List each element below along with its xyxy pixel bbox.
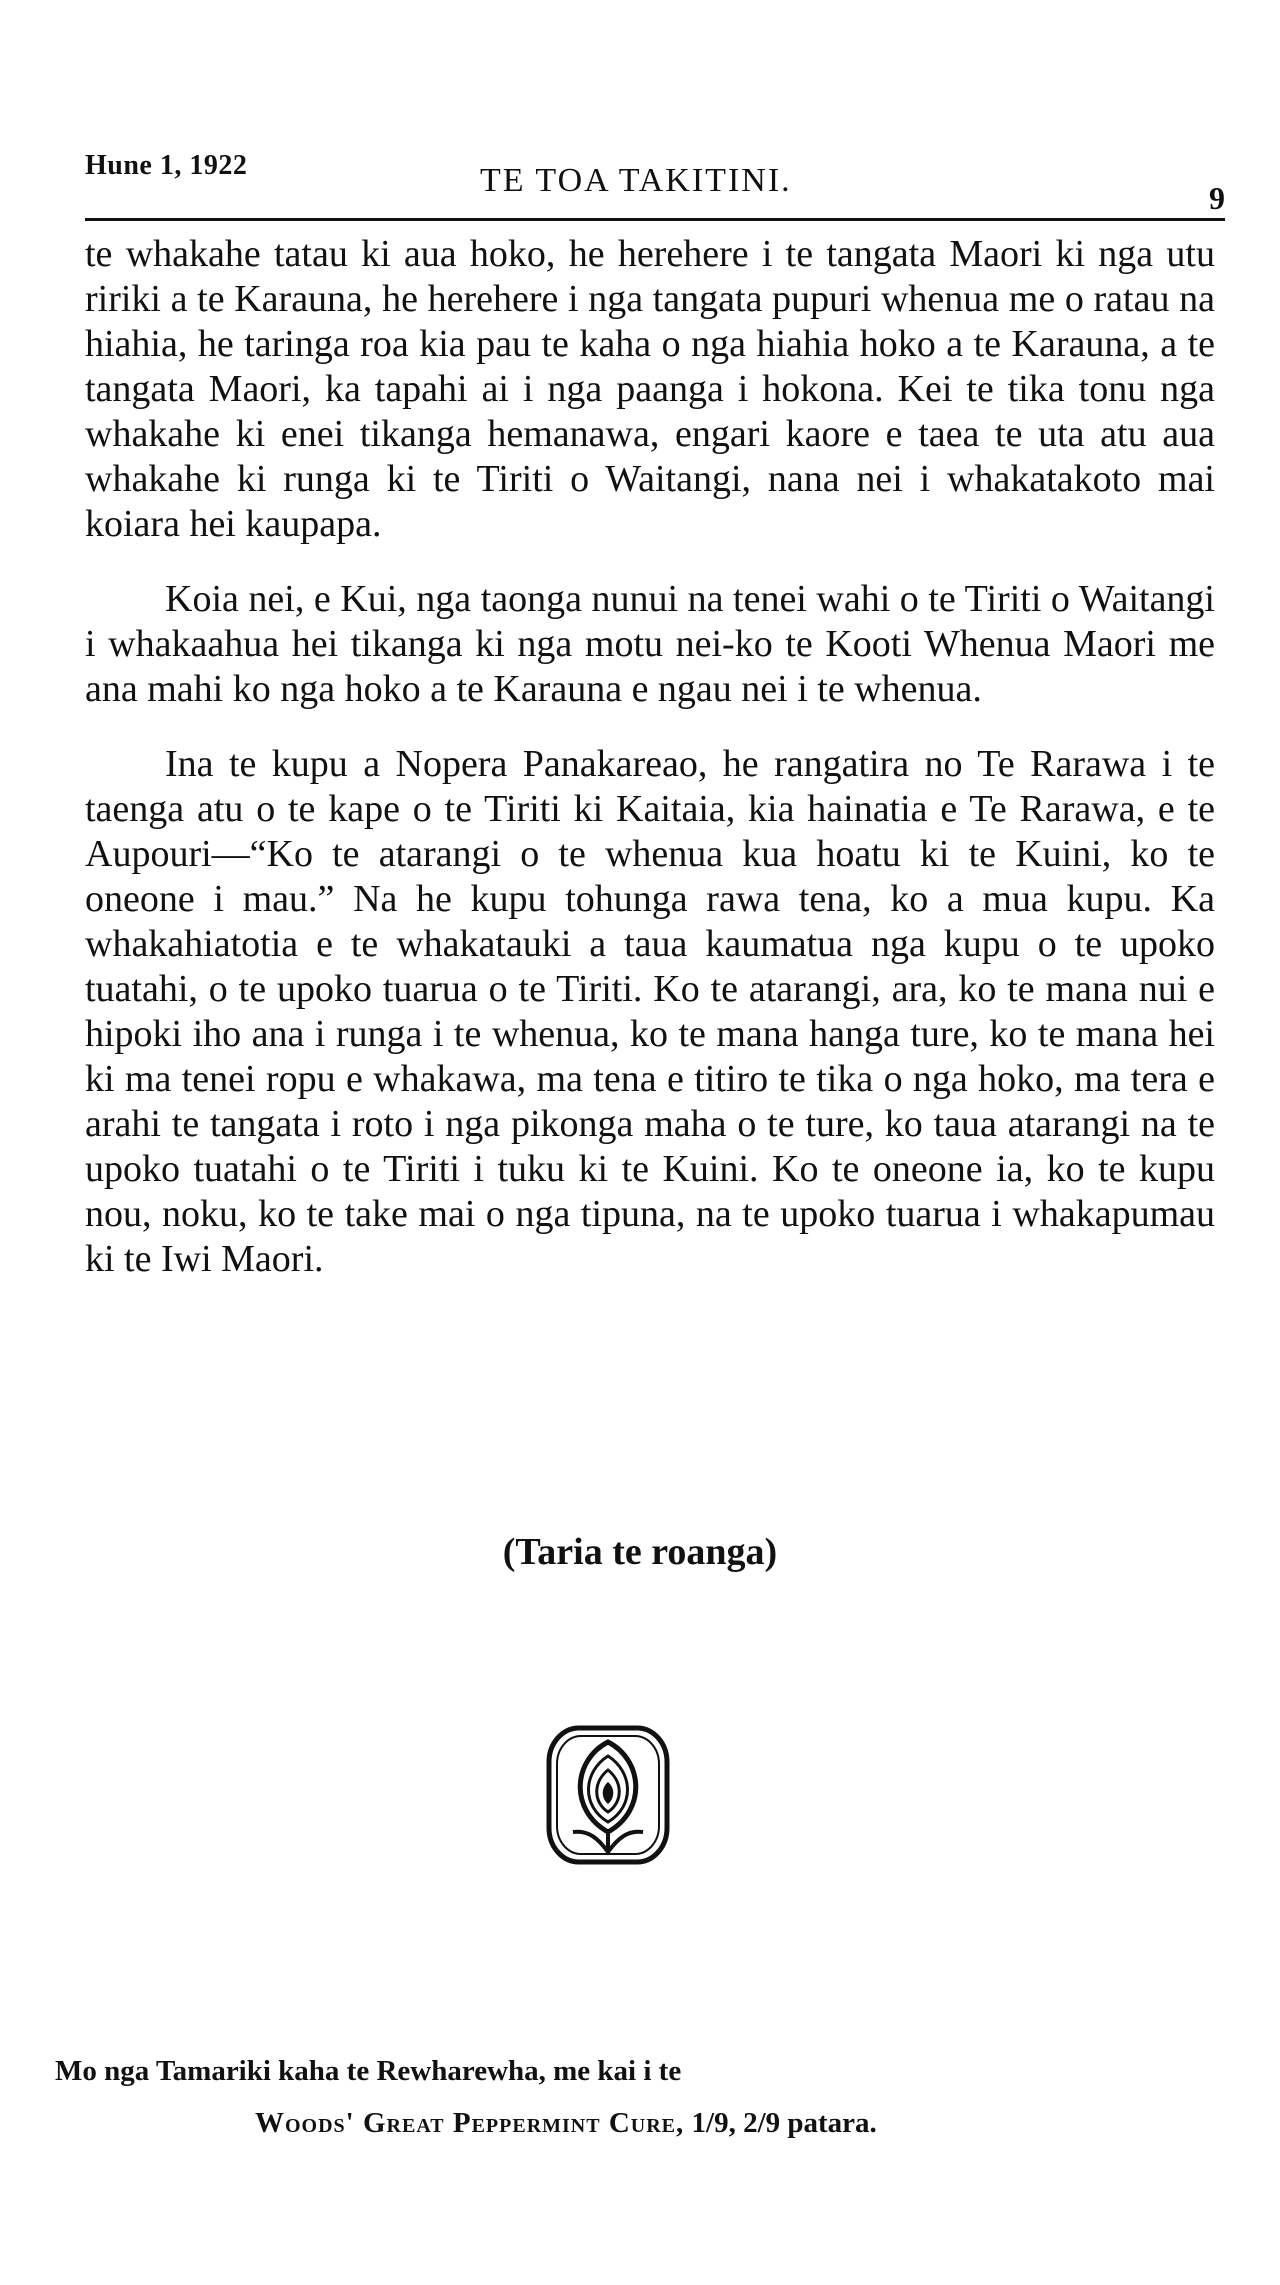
- advert-product: Woods' Great Peppermint Cure,: [255, 2107, 685, 2139]
- article-body: [85, 232, 1215, 1312]
- advert-line-2: [255, 2107, 877, 2140]
- paragraph-1: te whakahe tatau ki aua hoko, he herehere i te tangata Maori ki nga utu ririki a te Karauna, he herehere i nga tangata pupuri whenua me o ratau na hiahia, he taringa roa kia pau te kaha o nga hiahia hoko a te Karauna, a te tangata Maori, ka tapahi ai i nga paanga i hokona. Kei te tika tonu nga whakahe ki enei tikanga hemanawa, engari kaore e taea te uta atu aua whakahe ki runga ki te Tiriti o Waitangi, nana nei i whakatakoto mai koiara hei kaupapa.: [85, 233, 1215, 545]
- advert-line-1: Mo nga Tamariki kaha te Rewharewha, me kai i te: [55, 2055, 682, 2087]
- issue-date: Hune 1, 1922: [85, 150, 248, 181]
- advertisement: [55, 2055, 1235, 2165]
- continued-notice: (Taria te roanga): [502, 1531, 778, 1573]
- paragraph-2: Koia nei, e Kui, nga taonga nunui na tenei wahi o te Tiriti o Waitangi i whakaahua hei tikanga ki nga motu nei-ko te Kooti Whenua Maori me ana mahi ko nga hoko a te Karauna e ngau nei i te whenua.: [85, 578, 1215, 710]
- ornament-icon: [543, 1720, 673, 1870]
- header-divider: [85, 218, 1225, 221]
- publication-title: TE TOA TAKITINI.: [480, 162, 792, 199]
- paragraph-3: Ina te kupu a Nopera Panakareao, he rangatira no Te Rarawa i te taenga atu o te kape o te Tiriti ki Kaitaia, kia hainatia e Te Rarawa, e te Aupouri—“Ko te atarangi o te whenua kua hoatu ki te Kuini, ko te oneone i mau.” Na he kupu tohunga rawa tena, ko a mua kupu. Ka whakahiatotia e te whakatauki a taua kaumatua nga kupu o te upoko tuatahi, o te upoko tuarua o te Tiriti. Ko te atarangi, ara, ko te mana nui e hipoki iho ana i runga i te whenua, ko te mana hanga ture, ko te mana hei ki ma tenei ropu e whakawa, ma tena e titiro te tika o nga hoko, ma tera e arahi te tangata i roto i nga pikonga maha o te ture, ko taua atarangi na te upoko tuatahi o te Tiriti i tuku ki te Kuini. Ko te oneone ia, ko te kupu nou, noku, ko te take mai o nga tipuna, na te upoko tuarua i whakapumau ki te Iwi Maori.: [85, 743, 1215, 1280]
- page-number: 9: [1209, 180, 1225, 216]
- advert-price: 1/9, 2/9 patara.: [691, 2107, 877, 2139]
- page-header: [85, 150, 1225, 216]
